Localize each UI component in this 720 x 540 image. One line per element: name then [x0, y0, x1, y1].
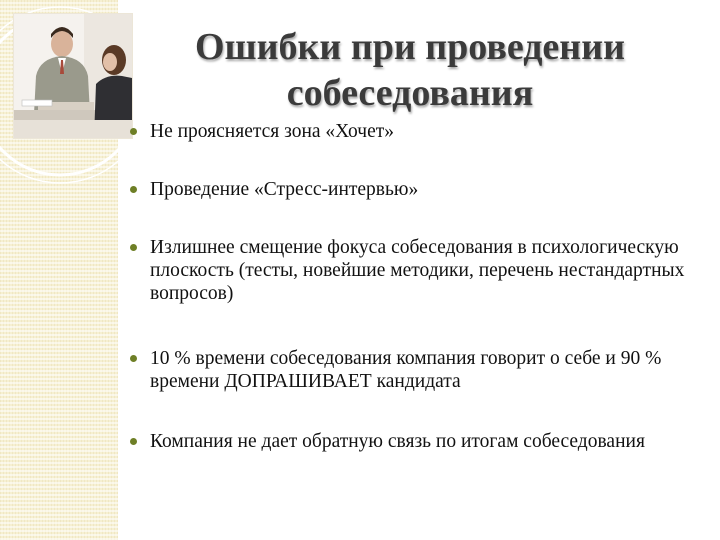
- bullet-dot-icon: [130, 244, 137, 251]
- bullet-text: 10 % времени собеседования компания говорит о себе и 90 % времени ДОПРАШИВАЕТ кандидата: [150, 348, 662, 392]
- bullet-dot-icon: [130, 438, 137, 445]
- bullet-text: Излишнее смещение фокуса собеседования в психологическую плоскость (тесты, новейшие методики, перечень нестандартных вопросов): [150, 237, 685, 304]
- bullet-text: Компания не дает обратную связь по итогам собеседования: [150, 431, 645, 452]
- bullet-text: Проведение «Стресс-интервью»: [150, 179, 419, 200]
- bullet-dot-icon: [130, 128, 137, 135]
- bullet-item: [128, 236, 698, 305]
- bullet-item: [128, 178, 418, 201]
- bullet-dot-icon: [130, 186, 137, 193]
- bullet-item: [128, 120, 394, 143]
- bullet-dot-icon: [130, 355, 137, 362]
- bullet-item: [128, 347, 698, 393]
- bullet-item: [128, 430, 645, 453]
- slide-title: Ошибки при проведении собеседования: [195, 26, 625, 114]
- bullet-text: Не проясняется зона «Хочет»: [150, 121, 395, 142]
- interview-photo: [14, 14, 132, 138]
